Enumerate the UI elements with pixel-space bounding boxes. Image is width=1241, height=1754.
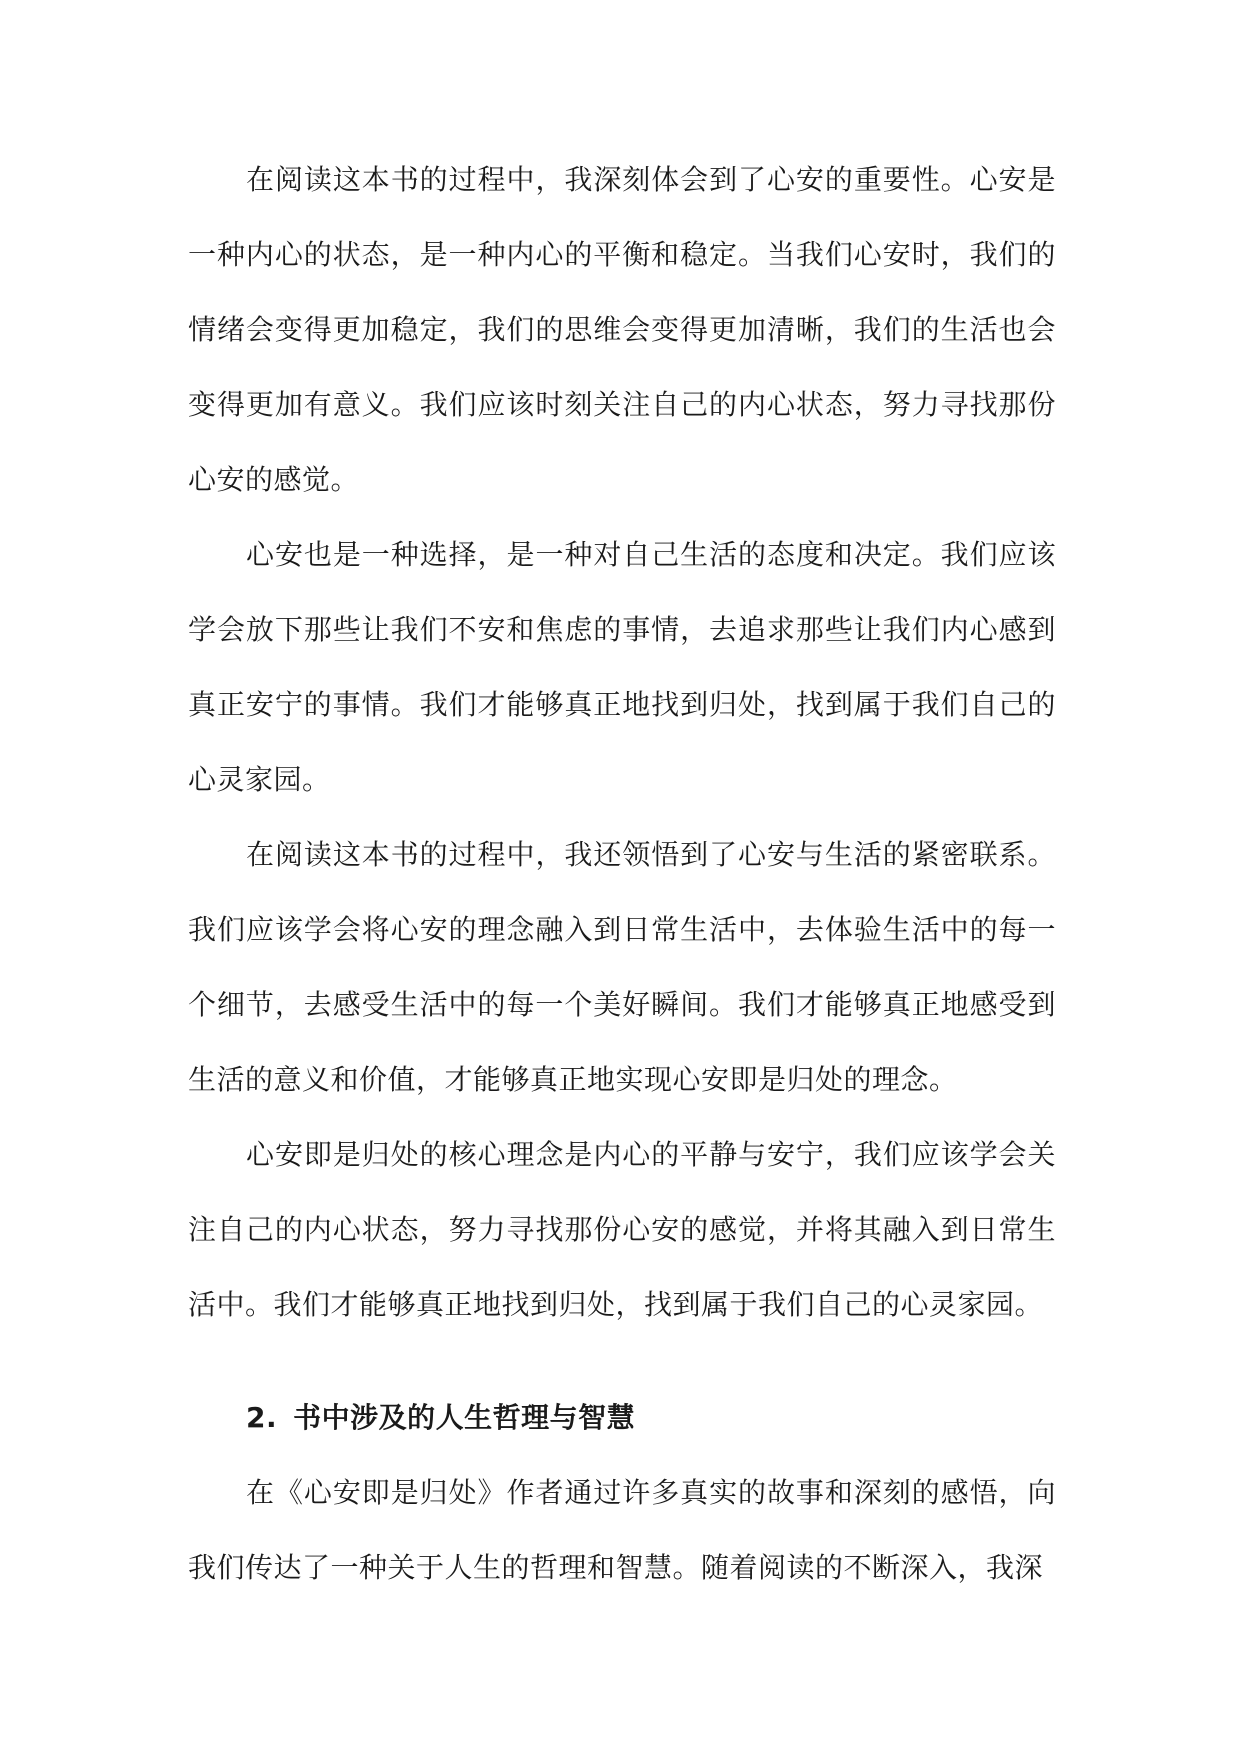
paragraph-4: 心安即是归处的核心理念是内心的平静与安宁，我们应该学会关注自己的内心状态，努力寻找那份心安的感觉，并将其融入到日常生活中。我们才能够真正地找到归处，找到属于我们自己的心灵家园。: [188, 1138, 1056, 1321]
document-body: [188, 142, 1056, 1605]
section-heading: [188, 1380, 1056, 1455]
section-title: 书中涉及的人生哲理与智慧: [293, 1401, 636, 1434]
paragraph-3: 在阅读这本书的过程中，我还领悟到了心安与生活的紧密联系。我们应该学会将心安的理念融入到日常生活中，去体验生活中的每一个细节，去感受生活中的每一个美好瞬间。我们才能够真正地感受到生活的意义和价值，才能够真正地实现心安即是归处的理念。: [188, 838, 1056, 1096]
section-number: 2.: [246, 1401, 278, 1434]
paragraph-2: 心安也是一种选择，是一种对自己生活的态度和决定。我们应该学会放下那些让我们不安和焦虑的事情，去追求那些让我们内心感到真正安宁的事情。我们才能够真正地找到归处，找到属于我们自己的心灵家园。: [188, 538, 1056, 796]
paragraph-1: 在阅读这本书的过程中，我深刻体会到了心安的重要性。心安是一种内心的状态，是一种内心的平衡和稳定。当我们心安时，我们的情绪会变得更加稳定，我们的思维会变得更加清晰，我们的生活也会变得更加有意义。我们应该时刻关注自己的内心状态，努力寻找那份心安的感觉。: [188, 163, 1056, 496]
section-paragraph-1: 在《心安即是归处》作者通过许多真实的故事和深刻的感悟，向我们传达了一种关于人生的哲理和智慧。随着阅读的不断深入，我深: [188, 1476, 1056, 1584]
